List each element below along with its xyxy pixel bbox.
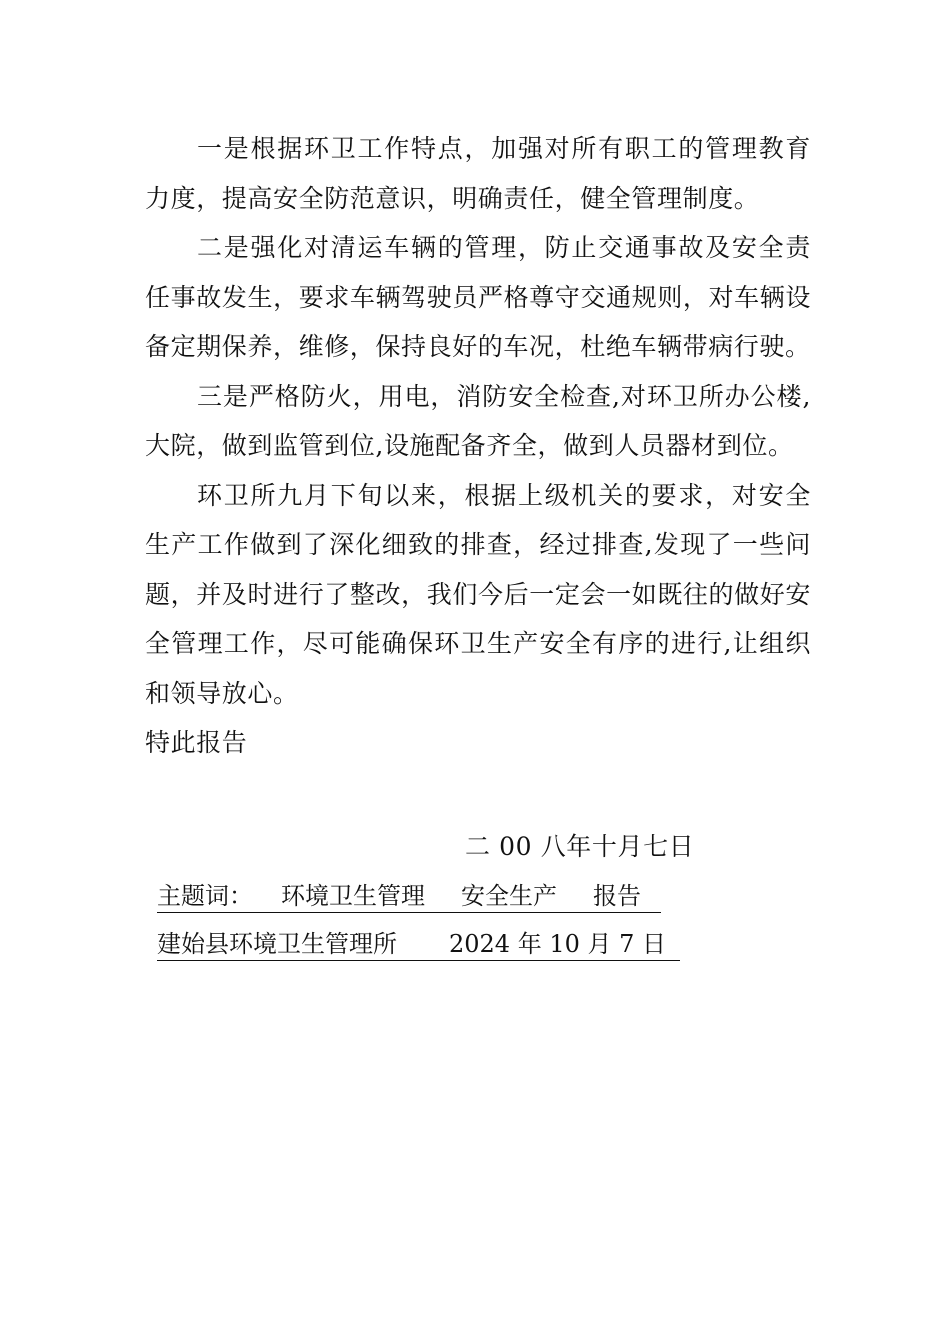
issuer-line — [157, 920, 680, 961]
report-date: 二 00 八年十月七日 — [465, 832, 695, 861]
paragraph-1: 一是根据环卫工作特点，加强对所有职工的管理教育力度，提高安全防范意识，明确责任，健全管理制度。 — [145, 134, 811, 213]
issuer-name: 建始县环境卫生管理所 — [157, 930, 397, 958]
subject-keywords-line — [157, 872, 661, 913]
paragraph-3: 三是严格防火，用电，消防安全检查,对环卫所办公楼,大院，做到监管到位,设施配备齐全，做到人员器材到位。 — [145, 381, 811, 460]
subject-term-1: 环境卫生管理 — [281, 882, 425, 910]
subject-label: 主题词： — [157, 882, 253, 910]
closing-line: 特此报告 — [145, 728, 248, 757]
issue-date: 2024 年 10 月 7 日 — [449, 930, 667, 958]
subject-term-2: 安全生产 — [461, 882, 557, 910]
document-body — [145, 124, 811, 768]
subject-term-3: 报告 — [593, 882, 641, 910]
paragraph-2: 二是强化对清运车辆的管理，防止交通事故及安全责任事故发生，要求车辆驾驶员严格尊守交通规则，对车辆设备定期保养，维修，保持良好的车况，杜绝车辆带病行驶。 — [145, 233, 811, 361]
paragraph-4: 环卫所九月下旬以来，根据上级机关的要求，对安全生产工作做到了深化细致的排查，经过排查,发现了一些问题，并及时进行了整改，我们今后一定会一如既往的做好安全管理工作，尽可能确保环卫生产安全有序的进行,让组织和领导放心。 — [145, 480, 811, 708]
